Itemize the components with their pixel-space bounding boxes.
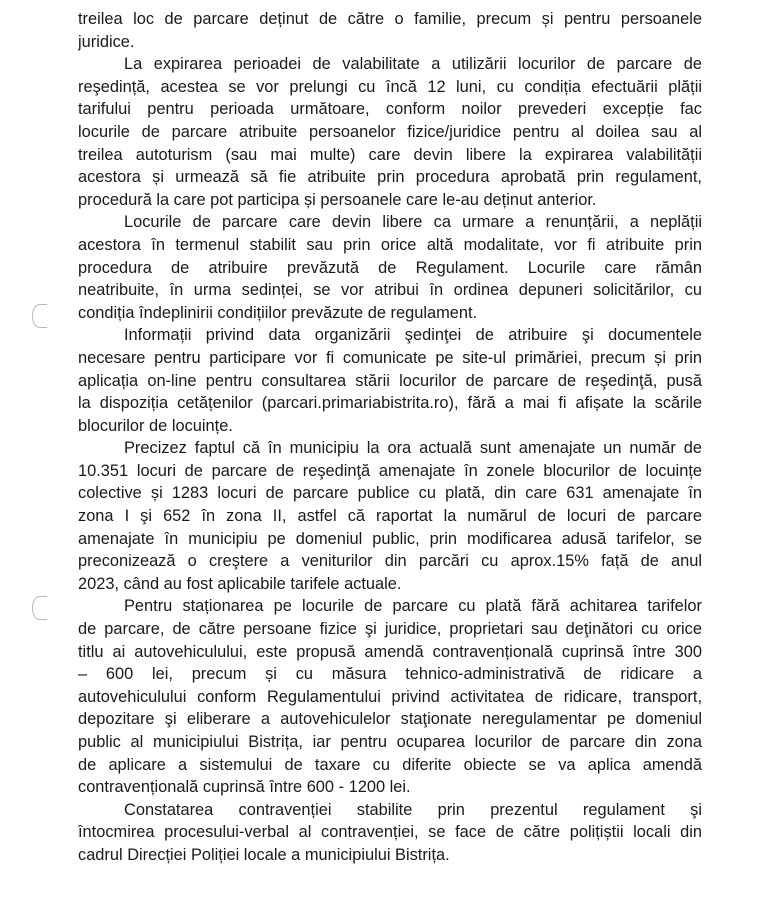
text-line: public al municipiului Bistrița, iar pentru ocuparea locurilor de parcare din zona: [78, 733, 702, 751]
paragraph: [78, 8, 702, 53]
text-line: aplicația on-line pentru consultarea stării locurilor de parcare de reşedinţă, pusă: [78, 371, 702, 390]
text-line: preconizează o creştere a veniturilor din parcări cu aprox.15% față de anul: [78, 552, 702, 571]
paragraph: [78, 53, 702, 211]
text-line: procedura de atribuire prevăzută de Regulament. Locurile care rămân: [78, 258, 702, 277]
text-line: de parcare, de către persoane fizice şi juridice, proprietari sau deţinători cu orice: [78, 620, 702, 639]
text-line: neatribuite, în urma sedinței, se vor atribui în ordinea depuneri solicitărilor, cu: [78, 281, 702, 300]
text-line: juridice.: [78, 32, 135, 51]
text-line: condiția îndeplinirii condițiilor prevăzute de regulament.: [78, 303, 478, 322]
text-line: întocmirea procesului-verbal al contravenției, se face de către polițiștii locali din: [78, 823, 702, 842]
text-line: blocurilor de locuințe.: [78, 416, 233, 435]
text-line: depozitare şi eliberare a autovehiculelor staţionate neregulamentar pe domeniul: [78, 710, 702, 729]
paragraph: [78, 211, 702, 324]
text-line: colective și 1283 locuri de parcare publice cu plată, din care 631 amenajate în: [78, 484, 702, 503]
text-line: 10.351 locuri de parcare de reşedinţă amenajate în zonele blocurilor de locuințe: [78, 461, 702, 480]
text-line: amenajate în municipiu pe domeniul public, prin modificarea adusă tarifelor, se: [78, 529, 702, 548]
text-line: autovehiculului conform Regulamentului privind activitatea de ridicare, transport,: [78, 687, 702, 706]
paragraph: [78, 595, 702, 798]
text-line: Pentru staționarea pe locurile de parcare cu plată fără achitarea tarifelor: [124, 597, 702, 616]
text-line: treilea loc de parcare deținut de către o familie, precum și pentru persoanele: [78, 10, 702, 28]
text-line: zona I şi 652 în zona II, astfel că raportat la numărul de locuri de parcare: [78, 507, 702, 526]
document-body: [78, 8, 702, 867]
text-line: de aplicare a sistemului de taxare cu diferite obiecte se va aplica amendă: [78, 755, 702, 774]
text-line: Informații privind data organizării şedinţei de atribuire şi documentele: [124, 326, 702, 345]
text-line: – 600 lei, precum și cu măsura tehnico-administrativă de ridicare a: [78, 665, 702, 684]
paragraph: [78, 324, 702, 437]
text-line: acestora în termenul stabilit sau prin orice altă modalitate, vor fi atribuite prin: [78, 235, 702, 254]
text-line: 2023, când au fost aplicabile tarifele actuale.: [78, 574, 402, 593]
text-line: locurile de parcare atribuite persoanelor fizice/juridice pentru al doilea sau al: [78, 122, 702, 141]
text-line: titlu ai autovehiculului, este propusă amendă contravențională cuprinsă între 300: [78, 642, 702, 661]
paragraph: [78, 799, 702, 867]
text-line: Constatarea contravenției stabilite prin prezentul regulament şi: [124, 800, 702, 819]
text-line: La expirarea perioadei de valabilitate a utilizării locurilor de parcare de: [124, 55, 702, 74]
text-line: reşedință, acestea se vor prelungi cu încă 12 luni, cu condiția efectuării plății: [78, 77, 702, 96]
binder-hole-mark: [32, 304, 47, 328]
text-line: acestora și urmează să fie atribuite prin procedura aprobată prin regulament,: [78, 168, 702, 187]
paragraph: [78, 437, 702, 595]
text-line: contravențională cuprinsă între 600 - 1200 lei.: [78, 778, 411, 797]
text-line: Locurile de parcare care devin libere ca urmare a renunțării, a neplății: [124, 213, 702, 232]
text-line: tarifului pentru perioada următoare, conform noilor prevederi excepție fac: [78, 100, 702, 119]
text-line: Precizez faptul că în municipiu la ora actuală sunt amenajate un număr de: [124, 439, 702, 458]
binder-hole-mark: [32, 596, 47, 620]
text-line: necesare pentru participare vor fi comunicate pe site-ul primăriei, precum și prin: [78, 348, 702, 367]
text-line: treilea autoturism (sau mai multe) care devin libere la expirarea valabilității: [78, 145, 702, 164]
text-line: la dispoziția cetățenilor (parcari.primariabistrita.ro), fără a mai fi afișate la scările: [78, 394, 702, 413]
text-line: cadrul Direcției Poliției locale a municipiului Bistrița.: [78, 845, 450, 864]
text-line: procedură la care pot participa și persoanele care le-au deținut anterior.: [78, 190, 597, 209]
